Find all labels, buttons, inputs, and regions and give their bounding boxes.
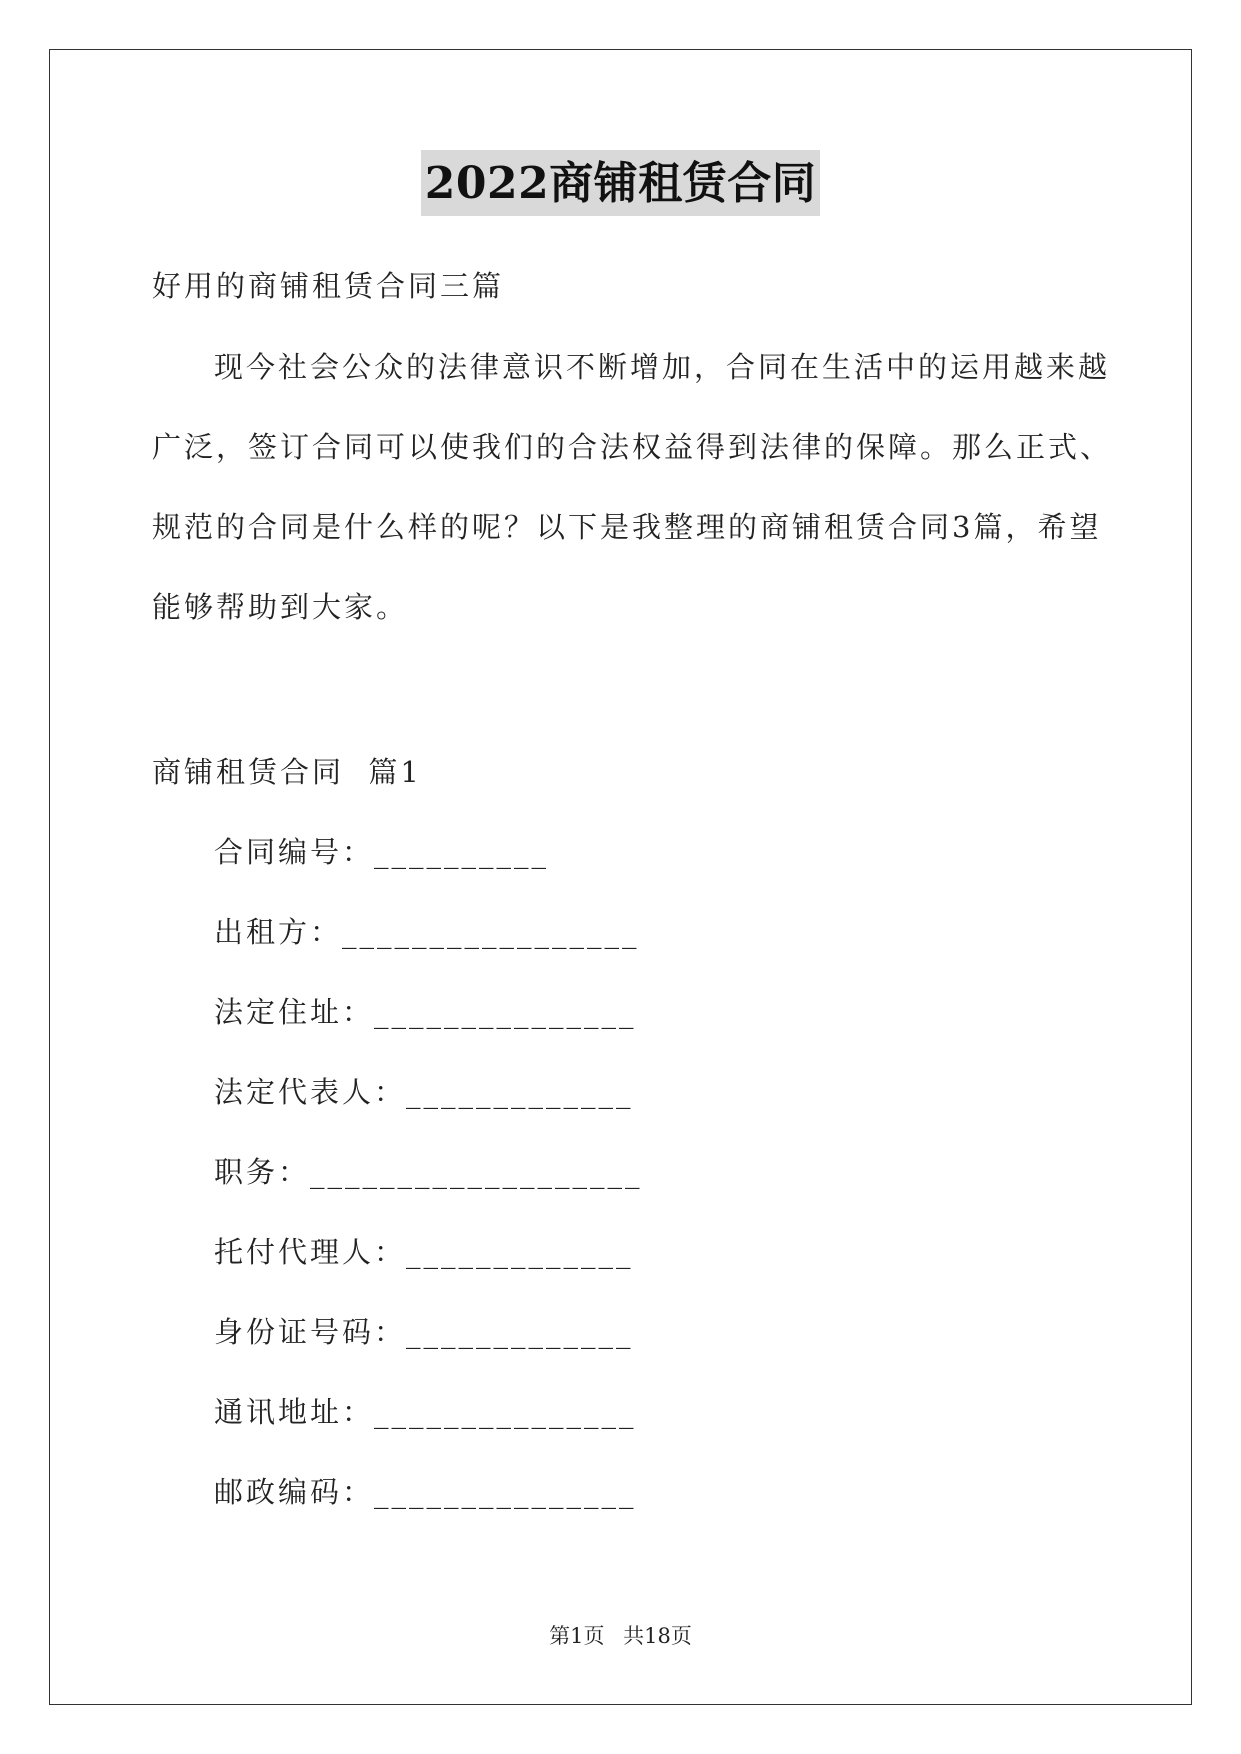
field-position <box>214 1152 643 1192</box>
document-title: 2022商铺租赁合同 <box>421 150 820 216</box>
field-legal-representative <box>214 1072 634 1112</box>
field-postal-code <box>214 1472 637 1512</box>
total-page-count: 共18页 <box>623 1624 692 1648</box>
blank-line: _________________ <box>342 915 640 949</box>
blank-line: ___________________ <box>310 1155 643 1189</box>
field-agent <box>214 1232 634 1272</box>
field-label: 通讯地址： <box>214 1395 375 1429</box>
field-legal-address <box>214 992 637 1032</box>
intro-line-3: 规范的合同是什么样的呢？以下是我整理的商铺租赁合同3篇，希望 <box>152 510 1102 544</box>
field-id-number <box>214 1312 634 1352</box>
blank-line: _____________ <box>406 1235 634 1269</box>
intro-line-1: 现今社会公众的法律意识不断增加，合同在生活中的运用越来越 <box>214 350 1111 384</box>
page-footer <box>0 1622 1241 1650</box>
current-page-number: 第1页 <box>549 1624 605 1648</box>
title-container <box>0 150 1241 216</box>
field-label: 身份证号码： <box>214 1315 407 1349</box>
field-lessor <box>214 912 640 952</box>
field-contract-number <box>214 832 549 872</box>
field-label: 邮政编码： <box>214 1475 375 1509</box>
field-label: 法定住址： <box>214 995 375 1029</box>
field-mailing-address <box>214 1392 637 1432</box>
blank-line: _______________ <box>374 1475 637 1509</box>
field-label: 职务： <box>214 1155 311 1189</box>
blank-line: _______________ <box>374 1395 637 1429</box>
blank-line: _____________ <box>406 1075 634 1109</box>
intro-line-4: 能够帮助到大家。 <box>152 590 409 624</box>
field-label: 法定代表人： <box>214 1075 407 1109</box>
intro-line-2: 广泛，签订合同可以使我们的合法权益得到法律的保障。那么正式、 <box>152 430 1113 464</box>
blank-line: _____________ <box>406 1315 634 1349</box>
blank-line: _______________ <box>374 995 637 1029</box>
document-subtitle: 好用的商铺租赁合同三篇 <box>152 269 505 303</box>
section-heading: 商铺租赁合同 篇1 <box>152 755 422 789</box>
blank-line: __________ <box>374 835 550 869</box>
field-label: 托付代理人： <box>214 1235 407 1269</box>
field-label: 出租方： <box>214 915 343 949</box>
field-label: 合同编号： <box>214 835 375 869</box>
